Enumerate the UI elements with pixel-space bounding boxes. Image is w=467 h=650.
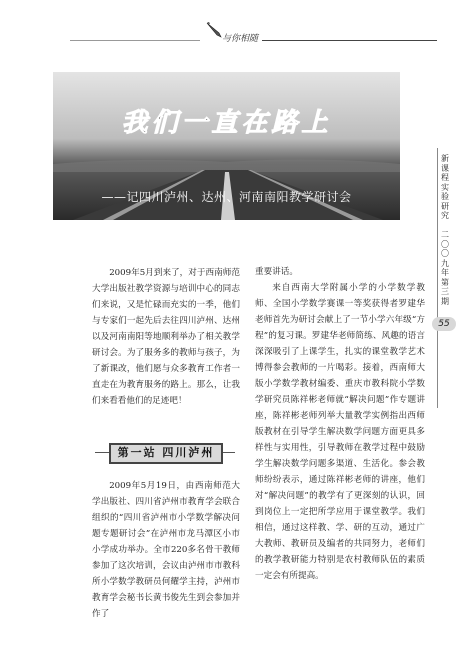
right-paragraph-1: 重要讲话。 — [255, 267, 298, 277]
column-label: 与你相随 — [222, 34, 259, 44]
section1-column — [92, 478, 240, 622]
section1-paragraph: 2009年5月19日，由西南师范大学出版社、四川省泸州市教育学会联合组织的“四川省泸州市小学数学解决问题专题研讨会”在泸州市龙马潭区小市小学成功举办。全市220多名骨干教师参加了这次培训，会议由泸州市市教科所小学数学教研员何耀学主持，泸州市教育学会秘书长黄书俊先生到会参加并作了 — [92, 481, 240, 619]
section-title: 第一站 四川泸州 — [117, 446, 215, 459]
header-rule — [262, 40, 437, 41]
header-rule-left — [70, 40, 200, 41]
banner-title: 我们一直在路上 — [121, 108, 332, 138]
right-column — [255, 264, 425, 584]
right-paragraph-2: 来自西南大学附属小学的小学数学教师、全国小学数学赛课一等奖获得者罗建华老师首先为研讨会献上了一节小学六年级“方程”的复习课。罗建华老师简练、风趣的语言深深吸引了上课学生，扎实的课堂教学艺术博得参会教师的一片喝彩。接着，西南师大版小学数学教材编委、重庆市教科院小学数学研究员陈祥彬老师就“解决问题”作专题讲座，陈祥彬老师列举大量教学实例指出西师版教材在引导学生解决数学问题方面更具多样性与实用性，引导教师在教学过程中鼓励学生解决数学问题多渠道、生活化。参会教师纷纷表示，通过陈祥彬老师的讲座，他们对“解决问题”的教学有了更深刻的认识，回到岗位上一定把所学应用于课堂教学。我们相信，通过这样教、学、研的互动，通过广大教师、教研员及编者的共同努力，老师们的教学教研能力特别是农村教师队伍的素质一定会有所提高。 — [255, 283, 425, 581]
journal-name — [441, 154, 451, 306]
side-divider — [437, 148, 438, 408]
section-line-right — [223, 452, 235, 453]
section-line-left — [95, 452, 109, 453]
pen-icon — [204, 20, 224, 44]
section-heading — [95, 441, 235, 463]
intro-column — [92, 265, 240, 409]
intro-paragraph: 2009年5月到来了，对于西南师范大学出版社教学资源与培训中心的同志们来说，又是忙碌而充实的一季，他们与专家们一起先后去往四川泸州、达州以及河南南阳等地顺利举办了相关教学研讨会。为了服务多的教师与孩子，为了新课改，他们愿与众多教育工作者一直走在为教育服务的路上。那么，让我们来看看他们的足迹吧！ — [92, 268, 240, 406]
banner-image — [53, 72, 400, 220]
journal-title: 新课程实验研究 — [441, 154, 449, 220]
banner-subtitle: ——记四川泸州、达州、河南南阳教学研讨会 — [101, 190, 352, 204]
page-number: 55 — [432, 317, 456, 331]
issue-label: 二〇〇九年 第三期 — [441, 230, 449, 306]
